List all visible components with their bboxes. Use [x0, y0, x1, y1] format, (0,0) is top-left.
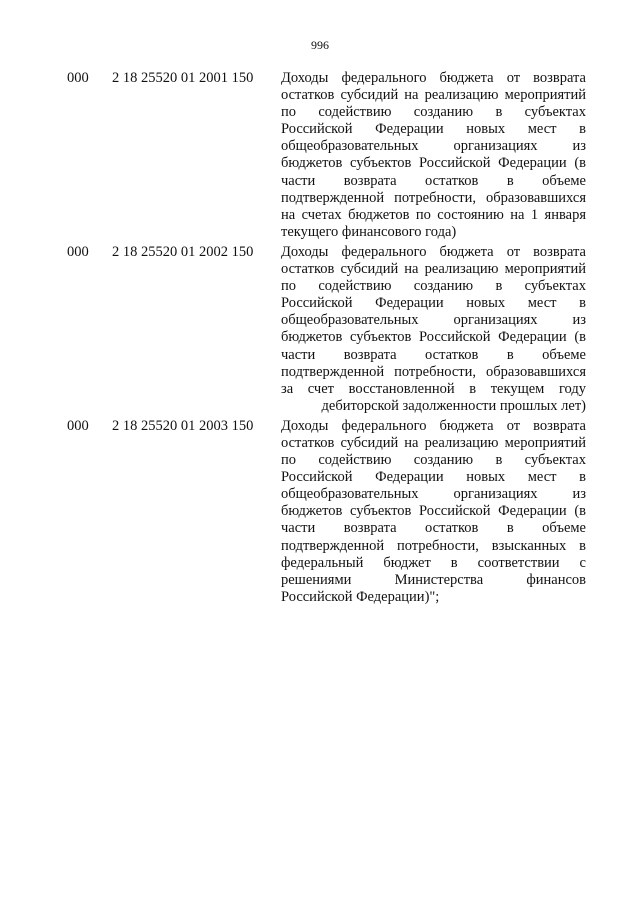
admin-code: 000: [67, 243, 89, 260]
description-line: на счетах бюджетов по состоянию на 1 января: [281, 206, 586, 223]
description-line: общеобразовательных организациях из: [281, 486, 586, 503]
description-line: бюджетов субъектов Российской Федерации (в: [281, 329, 586, 346]
description-line: бюджетов субъектов Российской Федерации (в: [281, 155, 586, 172]
page-number: 996: [311, 38, 329, 52]
description-line: Российской Федерации новых мест в: [281, 469, 586, 486]
description-line: Доходы федерального бюджета от возврата: [281, 70, 586, 86]
description-line: Доходы федерального бюджета от возврата: [281, 417, 586, 434]
table-row: [0, 70, 640, 241]
income-codes-table: [0, 70, 640, 606]
description-line: по содействию созданию в субъектах: [281, 104, 586, 121]
description-line: дебиторской задолженности прошлых лет): [321, 397, 586, 414]
description-line: Доходы федерального бюджета от возврата: [281, 243, 586, 260]
income-description: [281, 418, 586, 606]
description-line: части возврата остатков в объеме: [281, 346, 586, 363]
income-code: 2 18 25520 01 2001 150: [112, 70, 254, 86]
description-line: части возврата остатков в объеме: [281, 520, 586, 537]
description-line: остатков субсидий на реализацию мероприятий: [281, 434, 586, 451]
description-line: подтвержденной потребности, образовавшихся: [281, 189, 586, 206]
table-row: [0, 418, 640, 606]
description-line: общеобразовательных организациях из: [281, 138, 586, 155]
description-line: остатков субсидий на реализацию мероприятий: [281, 87, 586, 104]
table-row: [0, 244, 640, 415]
description-line: федеральный бюджет в соответствии с: [281, 554, 586, 571]
description-line: решениями Министерства финансов: [281, 571, 586, 588]
description-line: остатков субсидий на реализацию мероприятий: [281, 261, 586, 278]
description-line: за счет восстановленной в текущем году: [281, 380, 586, 397]
income-description: [281, 70, 586, 241]
income-description: [281, 244, 586, 415]
description-line: по содействию созданию в субъектах: [281, 452, 586, 469]
description-line: Российской Федерации)";: [281, 588, 440, 605]
description-line: общеобразовательных организациях из: [281, 312, 586, 329]
description-line: текущего финансового года): [281, 223, 457, 240]
description-line: бюджетов субъектов Российской Федерации (в: [281, 503, 586, 520]
admin-code: 000: [67, 417, 89, 434]
description-line: по содействию созданию в субъектах: [281, 278, 586, 295]
description-line: Российской Федерации новых мест в: [281, 121, 586, 138]
income-code: 2 18 25520 01 2002 150: [112, 243, 254, 260]
description-line: подтвержденной потребности, образовавшихся: [281, 363, 586, 380]
description-line: части возврата остатков в объеме: [281, 172, 586, 189]
description-line: подтвержденной потребности, взысканных в: [281, 537, 586, 554]
description-line: Российской Федерации новых мест в: [281, 295, 586, 312]
admin-code: 000: [67, 70, 89, 86]
income-code: 2 18 25520 01 2003 150: [112, 417, 254, 434]
